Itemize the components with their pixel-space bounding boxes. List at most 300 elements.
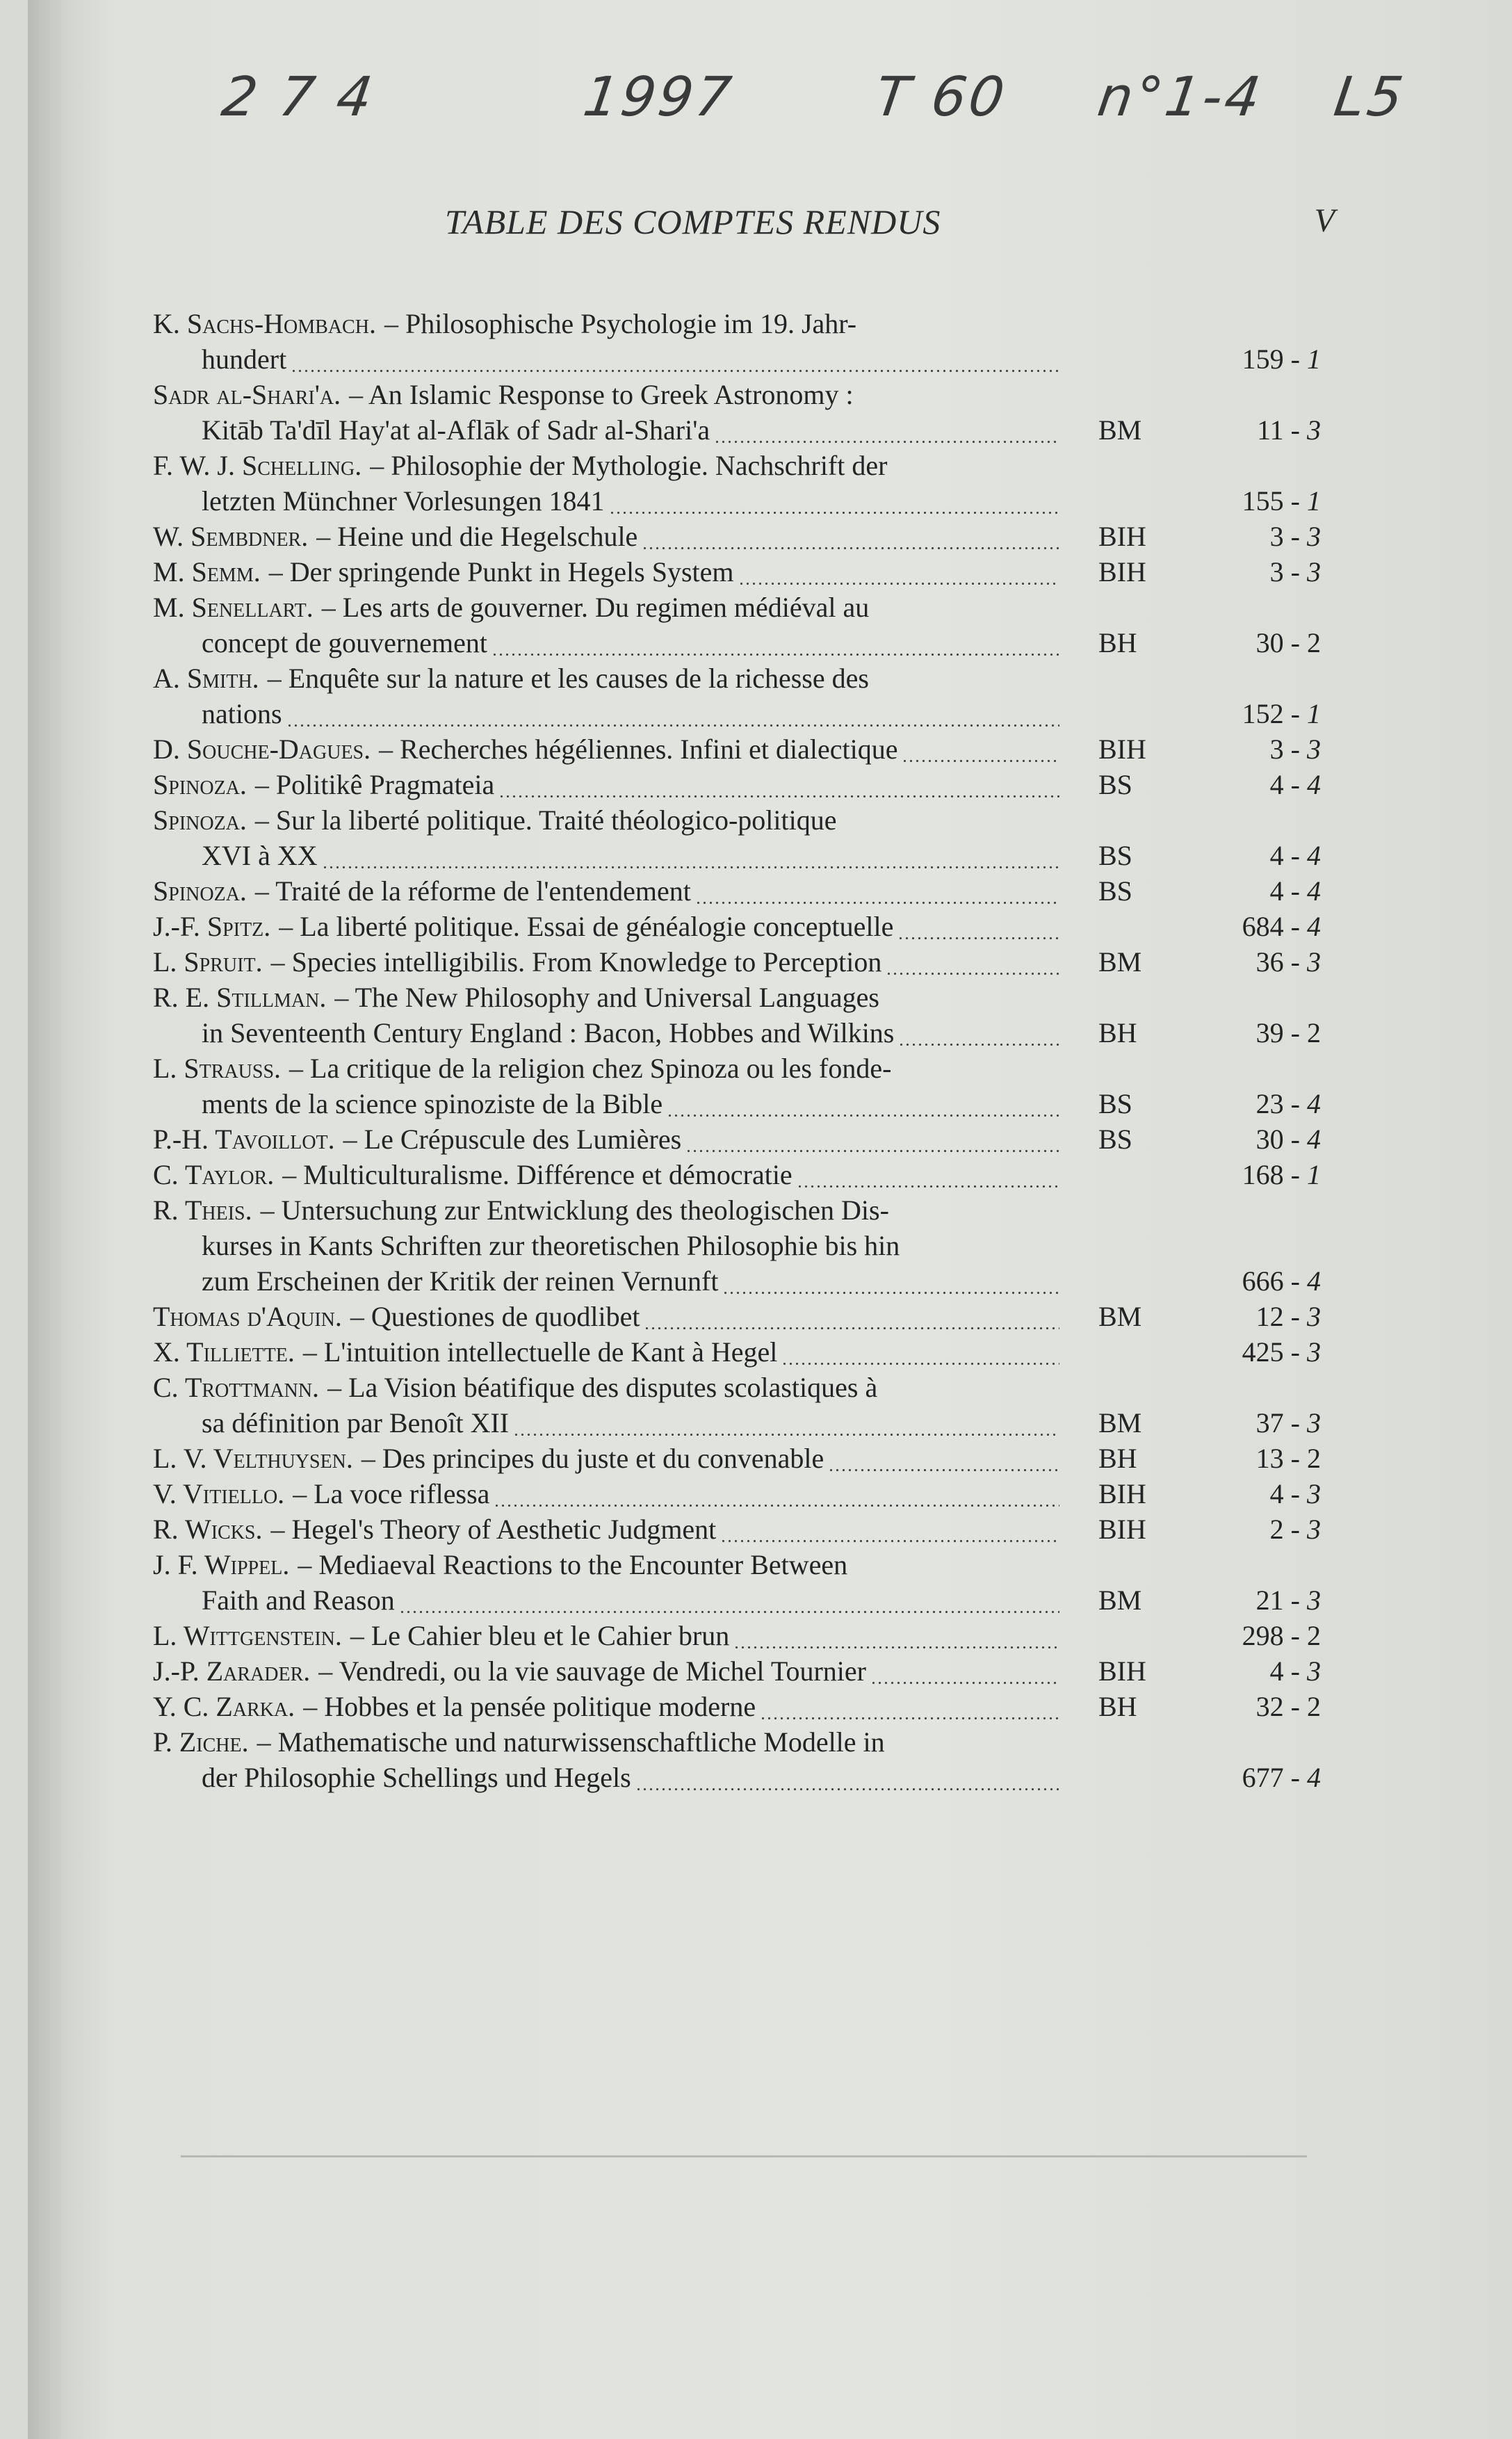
entry-title: – Hobbes et la pensée politique moderne (303, 1691, 756, 1722)
entry-line (153, 1441, 1064, 1476)
entry-author: X. Tilliette. (153, 1336, 295, 1368)
list-item (153, 1512, 1321, 1547)
page-reference (1189, 1157, 1321, 1192)
entry-title: – Vendredi, ou la vie sauvage de Michel Tournier (318, 1655, 866, 1687)
binding-gutter (28, 0, 70, 2439)
entry-line (153, 661, 1064, 696)
reference-page: 12 - (1255, 1301, 1307, 1332)
list-item (153, 1157, 1321, 1192)
entry-line (153, 944, 1064, 980)
page-reference (1189, 412, 1321, 448)
reference-issue: 3 (1307, 414, 1321, 446)
entry-author: R. E. Stillman. (153, 982, 327, 1013)
bulletin-code: BS (1098, 1124, 1132, 1155)
entry-title: – La voce riflessa (293, 1478, 490, 1509)
entry-title: – Recherches hégéliennes. Infini et dialectique (379, 734, 898, 765)
reference-page: 4 - (1269, 840, 1307, 871)
list-item (153, 554, 1321, 590)
annotation-part: 1997 (579, 66, 738, 129)
entry-author: V. Vitiello. (153, 1478, 285, 1509)
dot-leader (609, 483, 1059, 519)
bulletin-code: BM (1098, 1301, 1142, 1332)
entry-title: – Des principes du juste et du convenable (361, 1443, 824, 1474)
reference-issue: 1 (1307, 1159, 1321, 1190)
list-item (153, 873, 1321, 909)
entry-author: Thomas d'Aquin. (153, 1301, 342, 1332)
reference-issue: 4 (1307, 1124, 1321, 1155)
dot-leader (897, 909, 1059, 944)
reference-issue: 3 (1307, 734, 1321, 765)
reference-page: 298 - 2 (1242, 1620, 1321, 1651)
bulletin-code: BH (1098, 1017, 1137, 1048)
entry-author: F. W. J. Schelling. (153, 450, 362, 481)
bulletin-code: BM (1098, 1407, 1142, 1439)
reference-page: 39 - 2 (1255, 1017, 1321, 1048)
list-item (153, 909, 1321, 944)
reference-issue: 1 (1307, 343, 1321, 375)
reference-page: 36 - (1255, 946, 1307, 978)
annotation-part: n°1-4 (1094, 66, 1267, 129)
entry-line (153, 1051, 1064, 1086)
entry-text (153, 1441, 1064, 1476)
entry-title: – Politikê Pragmateia (254, 769, 495, 800)
entry-text (153, 1370, 1064, 1441)
entry-title: – Le Crépuscule des Lumières (343, 1124, 682, 1155)
entry-author: K. Sachs-Hombach. (153, 308, 376, 339)
list-item (153, 661, 1321, 731)
annotation-part: L5 (1330, 66, 1410, 129)
entry-line (153, 1299, 1064, 1334)
entry-title: – The New Philosophy and Universal Languages (334, 982, 879, 1013)
page-number: V (1314, 202, 1335, 239)
entry-title: – L'intuition intellectuelle de Kant à Hegel (302, 1336, 778, 1368)
entry-line (153, 909, 1064, 944)
entry-line (153, 696, 1064, 731)
entry-line (153, 980, 1064, 1015)
dot-leader (494, 1476, 1059, 1512)
reference-issue: 4 (1307, 1265, 1321, 1297)
entry-title: – Heine und die Hegelschule (316, 521, 638, 552)
entry-title: – Les arts de gouverner. Du regimen médiéval au (321, 592, 870, 623)
reference-issue: 3 (1307, 556, 1321, 588)
reference-issue: 3 (1307, 1407, 1321, 1439)
reference-issue: 4 (1307, 911, 1321, 942)
dot-leader (291, 341, 1059, 377)
entry-text (153, 731, 1064, 767)
entry-line (153, 838, 1064, 873)
dot-leader (714, 412, 1059, 448)
entry-text (153, 1157, 1064, 1192)
entry-author: R. Wicks. (153, 1514, 263, 1545)
entry-text (153, 1121, 1064, 1157)
page-reference (1189, 1760, 1321, 1795)
entry-author: Spinoza. (153, 875, 247, 907)
entry-title: – La critique de la religion chez Spinoza ou les fonde- (289, 1053, 892, 1084)
entry-author: P.-H. Tavoillot. (153, 1124, 335, 1155)
page-reference (1189, 1618, 1321, 1653)
annotation-part: T 60 (871, 66, 1011, 129)
entry-title: – Mediaeval Reactions to the Encounter Between (298, 1549, 848, 1580)
entry-author: Y. C. Zarka. (153, 1691, 295, 1722)
reference-page: 4 - (1269, 1655, 1307, 1687)
reference-issue: 3 (1307, 1514, 1321, 1545)
reference-page: 23 - (1255, 1088, 1307, 1119)
reference-page: 684 - (1242, 911, 1307, 942)
reference-page: 666 - (1242, 1265, 1307, 1297)
reference-page: 3 - (1269, 734, 1307, 765)
entry-line (153, 1192, 1064, 1228)
entry-title: – Philosophische Psychologie im 19. Jahr- (384, 308, 857, 339)
entry-line (153, 554, 1064, 590)
entry-title-continued: in Seventeenth Century England : Bacon, Hobbes and Wilkins (202, 1017, 895, 1048)
page-reference (1189, 1334, 1321, 1370)
page-reference (1189, 341, 1321, 377)
entry-author: L. Spruit. (153, 946, 263, 978)
list-item (153, 1121, 1321, 1157)
entry-line (153, 448, 1064, 483)
entry-title-continued: Kitāb Ta'dīl Hay'at al-Aflāk of Sadr al-Shari'a (202, 414, 710, 446)
page-sheet (28, 0, 1488, 2439)
entry-text (153, 1334, 1064, 1370)
bulletin-code: BH (1098, 1691, 1137, 1722)
entry-title: – Enquête sur la nature et les causes de la richesse des (267, 663, 869, 694)
entry-line (153, 1334, 1064, 1370)
entry-line (153, 1476, 1064, 1512)
page-reference (1189, 767, 1321, 802)
list-item (153, 1299, 1321, 1334)
bulletin-code: BIH (1098, 1478, 1146, 1509)
reference-page: 425 - (1242, 1336, 1307, 1368)
entry-line (153, 1760, 1064, 1795)
dot-leader (286, 696, 1059, 731)
page-reference (1189, 944, 1321, 980)
page-reference (1189, 1121, 1321, 1157)
entry-text (153, 1547, 1064, 1618)
bulletin-code: BS (1098, 1088, 1132, 1119)
entry-text (153, 519, 1064, 554)
dot-leader (513, 1405, 1059, 1441)
list-item (153, 448, 1321, 519)
list-item (153, 802, 1321, 873)
dot-leader (738, 554, 1059, 590)
entry-title: – Mathematische und naturwissenschaftliche Modelle in (257, 1726, 885, 1758)
page-reference (1189, 1086, 1321, 1121)
entry-title: – Der springende Punkt in Hegels System (268, 556, 734, 588)
list-item (153, 1334, 1321, 1370)
entry-title: – Sur la liberté politique. Traité théologico-politique (254, 804, 837, 836)
entry-title: – Hegel's Theory of Aesthetic Judgment (270, 1514, 717, 1545)
reference-page: 32 - 2 (1255, 1691, 1321, 1722)
reference-page: 159 - (1242, 343, 1307, 375)
list-item (153, 944, 1321, 980)
entry-line (153, 1228, 1064, 1263)
reference-page: 4 - (1269, 1478, 1307, 1509)
entry-author: L. Wittgenstein. (153, 1620, 342, 1651)
reference-page: 11 - (1257, 414, 1307, 446)
reference-issue: 3 (1307, 1585, 1321, 1616)
bulletin-code: BIH (1098, 556, 1146, 588)
reference-page: 3 - (1269, 521, 1307, 552)
dot-leader (733, 1618, 1059, 1653)
entry-text (153, 873, 1064, 909)
list-item (153, 1441, 1321, 1476)
bulletin-code: BIH (1098, 734, 1146, 765)
entry-line (153, 873, 1064, 909)
reference-page: 677 - (1242, 1762, 1307, 1793)
entry-line (153, 1689, 1064, 1724)
entry-title-continued: der Philosophie Schellings und Hegels (202, 1762, 631, 1793)
entry-title: – Philosophie der Mythologie. Nachschrift der (370, 450, 888, 481)
bulletin-code: BS (1098, 769, 1132, 800)
entry-text (153, 1476, 1064, 1512)
reference-issue: 1 (1307, 698, 1321, 729)
dot-leader (797, 1157, 1059, 1192)
entry-line (153, 1653, 1064, 1689)
entry-line (153, 1618, 1064, 1653)
reference-issue: 3 (1307, 1478, 1321, 1509)
reference-issue: 4 (1307, 1762, 1321, 1793)
reference-page: 30 - 2 (1255, 627, 1321, 658)
page-reference (1189, 1299, 1321, 1334)
entry-title-continued: sa définition par Benoît XII (202, 1407, 510, 1439)
list-item (153, 731, 1321, 767)
reference-page: 4 - (1269, 769, 1307, 800)
page-reference (1189, 1476, 1321, 1512)
entry-text (153, 767, 1064, 802)
entry-text (153, 1299, 1064, 1334)
list-item (153, 1653, 1321, 1689)
list-item (153, 1689, 1321, 1724)
entry-line (153, 1263, 1064, 1299)
list-item (153, 1618, 1321, 1653)
entry-author: L. V. Velthuysen. (153, 1443, 353, 1474)
entry-line (153, 1121, 1064, 1157)
reference-issue: 1 (1307, 485, 1321, 517)
reference-page: 4 - (1269, 875, 1307, 907)
entry-line (153, 802, 1064, 838)
bulletin-code: BM (1098, 414, 1142, 446)
dot-leader (760, 1689, 1059, 1724)
dot-leader (644, 1299, 1059, 1334)
reference-page: 37 - (1255, 1407, 1307, 1439)
dot-leader (886, 944, 1059, 980)
entry-line (153, 1512, 1064, 1547)
entry-text (153, 944, 1064, 980)
annotation-part: 2 7 4 (218, 66, 379, 129)
page-reference (1189, 519, 1321, 554)
dot-leader (399, 1582, 1059, 1618)
entry-title: – Traité de la réforme de l'entendement (254, 875, 691, 907)
dot-leader (695, 873, 1059, 909)
reference-page: 21 - (1255, 1585, 1307, 1616)
entry-author: M. Senellart. (153, 592, 314, 623)
entry-line (153, 341, 1064, 377)
page-reference (1189, 483, 1321, 519)
page-reference (1189, 1512, 1321, 1547)
entry-line (153, 625, 1064, 661)
entry-author: R. Theis. (153, 1194, 252, 1226)
list-item (153, 1476, 1321, 1512)
page-reference (1189, 1689, 1321, 1724)
entry-author: A. Smith. (153, 663, 259, 694)
entry-author: Sadr al-Shari'a. (153, 379, 341, 410)
entry-title-continued: zum Erscheinen der Kritik der reinen Vernunft (202, 1265, 719, 1297)
entry-author: J.-F. Spitz. (153, 911, 271, 942)
dot-leader (322, 838, 1059, 873)
reference-issue: 3 (1307, 1655, 1321, 1687)
list-item (153, 519, 1321, 554)
reference-issue: 3 (1307, 1301, 1321, 1332)
entry-author: J. F. Wippel. (153, 1549, 290, 1580)
entry-line (153, 1582, 1064, 1618)
entry-title: – Le Cahier bleu et le Cahier brun (350, 1620, 730, 1651)
page-title: TABLE DES COMPTES RENDUS (445, 202, 941, 241)
footer-divider (181, 2155, 1307, 2157)
bulletin-code: BIH (1098, 521, 1146, 552)
reference-page: 155 - (1242, 485, 1307, 517)
dot-leader (685, 1121, 1059, 1157)
page-reference (1189, 1441, 1321, 1476)
dot-leader (491, 625, 1059, 661)
dot-leader (720, 1512, 1059, 1547)
list-item (153, 590, 1321, 661)
entry-author: J.-P. Zarader. (153, 1655, 311, 1687)
entry-text (153, 1724, 1064, 1795)
entry-title: – Untersuchung zur Entwicklung des theologischen Dis- (260, 1194, 889, 1226)
bulletin-code: BH (1098, 627, 1137, 658)
page-reference (1189, 554, 1321, 590)
entry-title: – La Vision béatifique des disputes scolastiques à (327, 1372, 878, 1403)
entry-author: M. Semm. (153, 556, 261, 588)
entry-line (153, 483, 1064, 519)
reference-issue: 3 (1307, 946, 1321, 978)
bulletin-code: BM (1098, 946, 1142, 978)
entry-author: C. Taylor. (153, 1159, 275, 1190)
entry-line (153, 731, 1064, 767)
entry-text (153, 1689, 1064, 1724)
entry-line (153, 377, 1064, 412)
reference-issue: 3 (1307, 521, 1321, 552)
entry-title: – Questiones de quodlibet (350, 1301, 640, 1332)
handwritten-annotation (218, 66, 1446, 163)
reference-page: 168 - (1242, 1159, 1307, 1190)
dot-leader (498, 767, 1059, 802)
list-item (153, 1370, 1321, 1441)
list-item (153, 1547, 1321, 1618)
dot-leader (781, 1334, 1059, 1370)
entry-text (153, 377, 1064, 448)
reference-page: 152 - (1242, 698, 1307, 729)
entry-text (153, 448, 1064, 519)
entry-line (153, 1370, 1064, 1405)
dot-leader (722, 1263, 1059, 1299)
entry-author: D. Souche-Dagues. (153, 734, 371, 765)
entry-line (153, 412, 1064, 448)
entry-author: Spinoza. (153, 804, 247, 836)
list-item (153, 1724, 1321, 1795)
dot-leader (828, 1441, 1059, 1476)
entry-text (153, 554, 1064, 590)
reference-page: 13 - 2 (1255, 1443, 1321, 1474)
dot-leader (902, 731, 1059, 767)
entry-author: P. Ziche. (153, 1726, 249, 1758)
entry-line (153, 1157, 1064, 1192)
page-reference (1189, 731, 1321, 767)
entry-author: L. Strauss. (153, 1053, 282, 1084)
entry-text (153, 661, 1064, 731)
entry-title-continued: letzten Münchner Vorlesungen 1841 (202, 485, 605, 517)
reference-page: 30 - (1255, 1124, 1307, 1155)
page-reference (1189, 909, 1321, 944)
entry-text (153, 1512, 1064, 1547)
entry-text (153, 1051, 1064, 1121)
reference-issue: 3 (1307, 1336, 1321, 1368)
entry-text (153, 909, 1064, 944)
entry-text (153, 590, 1064, 661)
entry-line (153, 519, 1064, 554)
reference-page: 3 - (1269, 556, 1307, 588)
list-item (153, 767, 1321, 802)
entry-line (153, 1015, 1064, 1051)
entry-line (153, 306, 1064, 341)
reference-page: 2 - (1269, 1514, 1307, 1545)
entry-title: – Multiculturalisme. Différence et démocratie (282, 1159, 792, 1190)
reference-issue: 4 (1307, 769, 1321, 800)
entry-title: – An Islamic Response to Greek Astronomy : (349, 379, 854, 410)
dot-leader (635, 1760, 1059, 1795)
entry-line (153, 767, 1064, 802)
entry-line (153, 1724, 1064, 1760)
entry-author: Spinoza. (153, 769, 247, 800)
bulletin-code: BM (1098, 1585, 1142, 1616)
dot-leader (870, 1653, 1059, 1689)
entry-title-continued: nations (202, 698, 282, 729)
reference-issue: 4 (1307, 875, 1321, 907)
bulletin-code: BIH (1098, 1514, 1146, 1545)
entry-text (153, 1653, 1064, 1689)
list-item (153, 377, 1321, 448)
entry-line (153, 1547, 1064, 1582)
entry-text (153, 1192, 1064, 1299)
page-reference (1189, 1582, 1321, 1618)
entry-text (153, 980, 1064, 1051)
page-reference (1189, 873, 1321, 909)
page-reference (1189, 838, 1321, 873)
page-reference (1189, 1653, 1321, 1689)
entry-author: C. Trottmann. (153, 1372, 320, 1403)
bulletin-code: BS (1098, 875, 1132, 907)
bulletin-code: BS (1098, 840, 1132, 871)
bulletin-code: BH (1098, 1443, 1137, 1474)
bulletin-code: BIH (1098, 1655, 1146, 1687)
entry-title-continued: hundert (202, 343, 287, 375)
review-index-list (153, 306, 1321, 1795)
list-item (153, 1051, 1321, 1121)
dot-leader (667, 1086, 1059, 1121)
entry-title-continued: Faith and Reason (202, 1585, 395, 1616)
entry-title-continued: kurses in Kants Schriften zur theoretischen Philosophie bis hin (202, 1230, 900, 1261)
entry-title: – La liberté politique. Essai de généalogie conceptuelle (279, 911, 894, 942)
entry-line (153, 590, 1064, 625)
page-reference (1189, 625, 1321, 661)
dot-leader (642, 519, 1059, 554)
page-reference (1189, 1015, 1321, 1051)
entry-text (153, 802, 1064, 873)
page-reference (1189, 1263, 1321, 1299)
entry-title-continued: XVI à XX (202, 840, 318, 871)
list-item (153, 980, 1321, 1051)
reference-issue: 4 (1307, 1088, 1321, 1119)
